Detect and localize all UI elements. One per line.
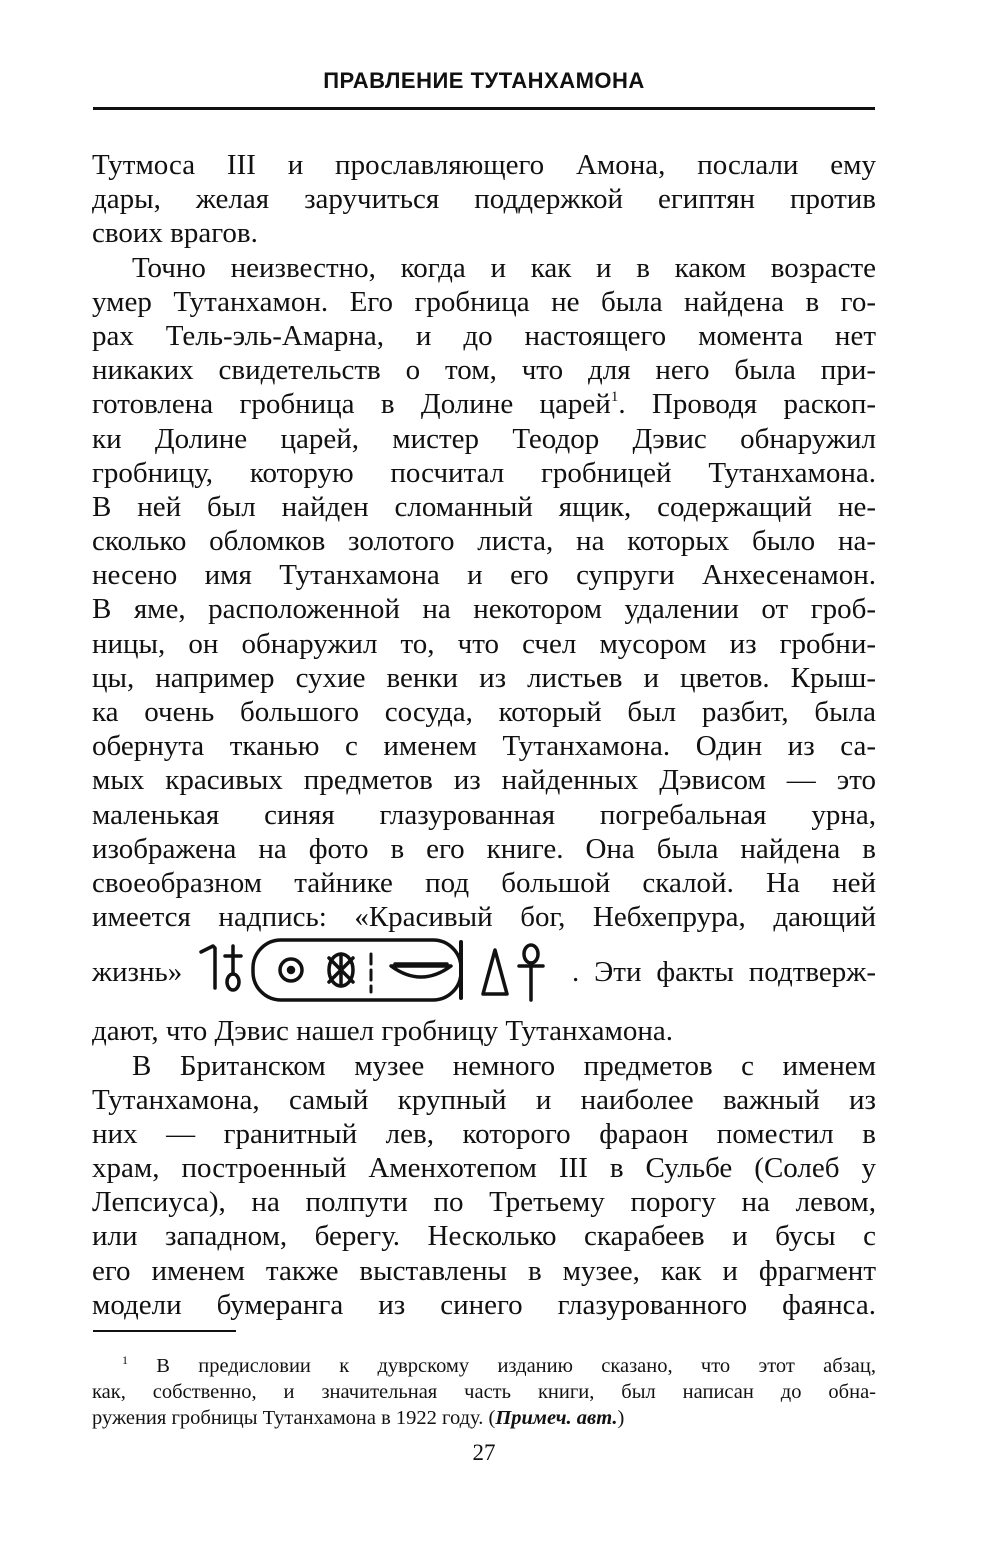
text-line: умер Тутанхамон. Его гробница не была найдена в го- <box>92 285 876 318</box>
text-line: дары, желая заручиться поддержкой египтян против <box>92 183 876 216</box>
text-line: ки Долине царей, мистер Теодор Дэвис обнаружил <box>92 422 876 455</box>
text-line: сколько обломков золотого листа, на которых было на- <box>92 525 876 558</box>
text-segment: жизнь» <box>92 956 183 989</box>
text-line: Тутмоса III и прославляющего Амона, послали ему <box>92 149 876 181</box>
text-line: Лепсиуса), на полпути по Третьему порогу на левом, <box>92 1186 876 1219</box>
text-line: Точно неизвестно, когда и как и в каком возрасте <box>132 251 876 284</box>
text-line: храм, построенный Аменхотепом III в Сульбе (Солеб у <box>92 1152 876 1185</box>
footnote-text: В предисловии к дуврскому изданию сказано, что этот абзац, <box>128 1355 876 1377</box>
text-line: ка очень большого сосуда, который был разбит, была <box>92 696 876 728</box>
text-segment: готовлена гробница в Долине царей <box>92 388 611 421</box>
text-line: мых красивых предметов из найденных Дэвисом — это <box>92 764 876 797</box>
main-text <box>92 148 876 1322</box>
text-line: ницы, он обнаружил то, что счел мусором из гробни- <box>92 627 876 660</box>
footnote-line <box>92 1353 876 1379</box>
footnote <box>92 1353 876 1431</box>
text-line: них — гранитный лев, которого фараон поместил в <box>92 1117 876 1150</box>
text-line: гробницу, которую посчитал гробницей Тутанхамона. <box>92 456 876 489</box>
text-line: изображена на фото в его книге. Она была найдена в <box>92 832 876 865</box>
text-line: В яме, расположенной на некотором удалении от гроб- <box>92 593 876 626</box>
text-line: обернута тканью с именем Тутанхамона. Один из са- <box>92 730 876 763</box>
text-line: В ней был найден сломанный ящик, содержащий не- <box>92 490 876 523</box>
header-rule <box>93 107 875 110</box>
text-segment: . Эти факты подтверж- <box>572 956 876 989</box>
text-line: цы, например сухие венки из листьев и цветов. Крыш- <box>92 661 876 694</box>
text-line: его именем также выставлены в музее, как и фрагмент <box>92 1254 876 1287</box>
text-line: своих врагов. <box>92 217 258 250</box>
footnote-line: как, собственно, и значительная часть книги, был написан до обна- <box>92 1381 876 1403</box>
text-line: модели бумеранга из синего глазурованного фаянса. <box>92 1288 876 1321</box>
footnote-rule <box>93 1330 236 1332</box>
page-number: 27 <box>472 1440 496 1465</box>
footnote-text: ружения гробницы Тутанхамона в 1922 году. ( <box>92 1407 496 1429</box>
text-line: В Британском музее немного предметов с именем <box>132 1049 876 1082</box>
text-line: своеобразном тайнике под большой скалой. На ней <box>92 866 876 899</box>
footnote-ref: 1 <box>610 389 619 406</box>
footnote-text: ) <box>617 1407 625 1429</box>
text-line: никаких свидетельств о том, что для него была при- <box>92 354 876 387</box>
text-line: или западном, берегу. Несколько скарабеев и бусы с <box>92 1220 876 1253</box>
text-line: маленькая синяя глазурованная погребальная урна, <box>92 798 876 831</box>
footnote-line <box>92 1405 876 1431</box>
hieroglyph-line <box>92 934 876 1014</box>
footnote-mark: 1 <box>122 1353 128 1367</box>
text-line: несено имя Тутанхамона и его супруги Анхесенамон. <box>92 559 876 592</box>
text-line: дают, что Дэвис нашел гробницу Тутанхамона. <box>92 1015 674 1048</box>
text-line <box>92 387 876 421</box>
text-line: имеется надпись: «Красивый бог, Небхепрура, дающий <box>92 901 876 934</box>
hieroglyph-cartouche-icon <box>195 934 575 1008</box>
text-line: Тутанхамона, самый крупный и наиболее важный из <box>92 1083 876 1116</box>
text-line: рах Тель-эль-Амарна, и до настоящего момента нет <box>92 319 876 352</box>
running-head: ПРАВЛЕНИЕ ТУТАНХАМОНА <box>323 68 645 93</box>
text-segment: . Проводя раскоп- <box>618 388 876 421</box>
footnote-note: Примеч. авт. <box>495 1407 618 1429</box>
